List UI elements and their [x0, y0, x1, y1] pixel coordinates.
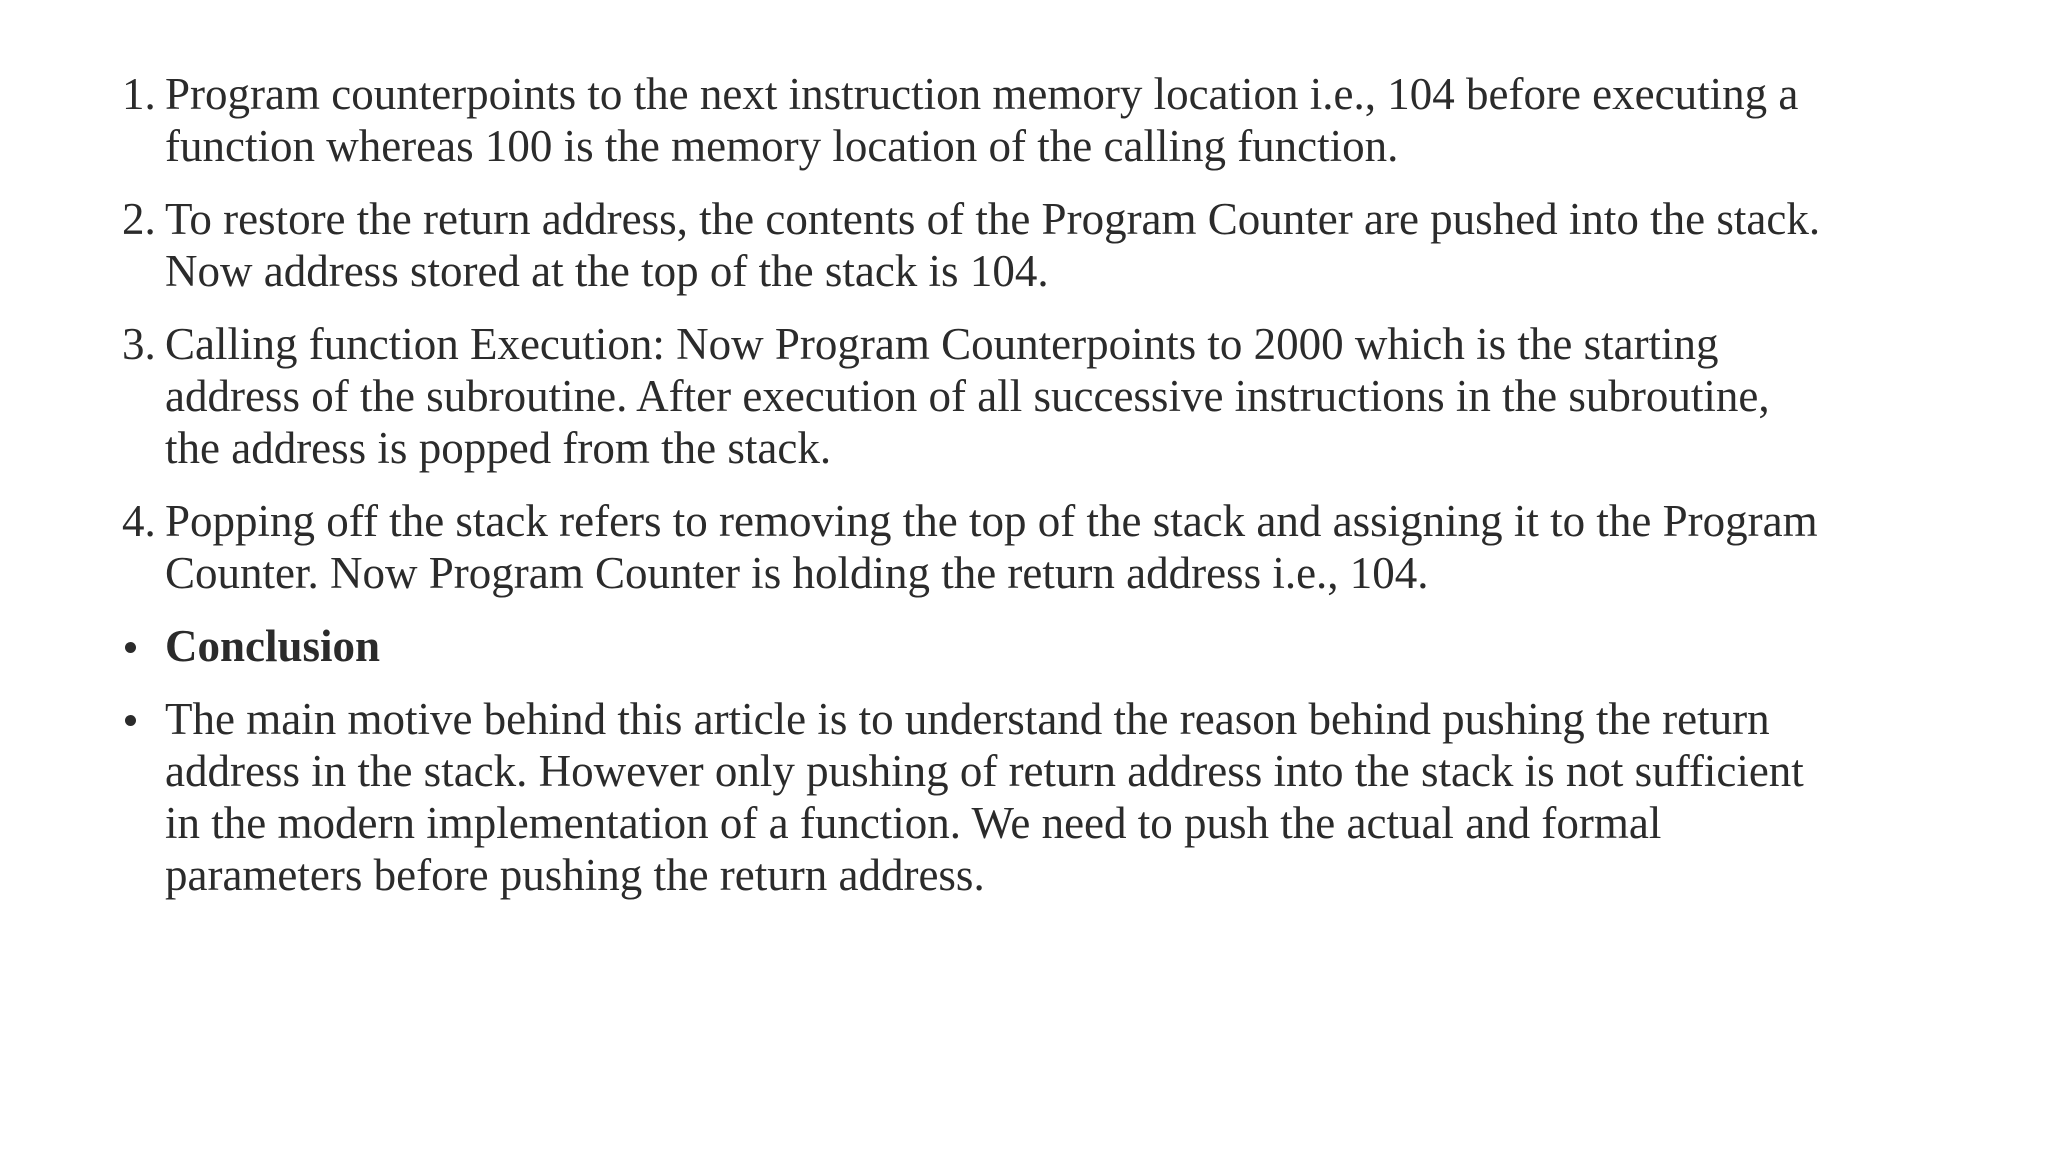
item-line: function whereas 100 is the memory location of the calling function. — [165, 121, 1399, 171]
numbered-item-1 — [122, 68, 1922, 172]
item-line: address of the subroutine. After execution of all successive instructions in the subroutine, — [165, 371, 1770, 421]
item-line: Program counterpoints to the next instruction memory location i.e., 104 before executing a — [165, 69, 1799, 119]
bullet-icon — [125, 642, 136, 653]
item-line: Now address stored at the top of the stack is 104. — [165, 246, 1049, 296]
numbered-item-2 — [122, 193, 1922, 297]
conclusion-paragraph — [122, 693, 1922, 901]
conclusion-line: address in the stack. However only pushing of return address into the stack is not sufficient — [165, 746, 1804, 796]
item-line: the address is popped from the stack. — [165, 423, 832, 473]
numbered-item-4 — [122, 495, 1922, 599]
item-line: Popping off the stack refers to removing the top of the stack and assigning it to the Program — [165, 496, 1818, 546]
item-line: Calling function Execution: Now Program Counterpoints to 2000 which is the starting — [165, 319, 1719, 369]
item-number: 3. — [122, 319, 156, 369]
conclusion-heading — [122, 620, 1922, 672]
item-line: To restore the return address, the contents of the Program Counter are pushed into the stack. — [165, 194, 1821, 244]
conclusion-heading-text: Conclusion — [165, 621, 381, 671]
item-line: Counter. Now Program Counter is holding the return address i.e., 104. — [165, 548, 1429, 598]
bullet-icon — [125, 715, 136, 726]
item-number: 4. — [122, 496, 156, 546]
numbered-item-3 — [122, 318, 1922, 474]
item-number: 1. — [122, 69, 156, 119]
item-number: 2. — [122, 194, 156, 244]
conclusion-line: The main motive behind this article is to understand the reason behind pushing the return — [165, 694, 1770, 744]
slide-body — [122, 68, 1922, 922]
conclusion-line: parameters before pushing the return address. — [165, 850, 985, 900]
conclusion-line: in the modern implementation of a function. We need to push the actual and formal — [165, 798, 1662, 848]
